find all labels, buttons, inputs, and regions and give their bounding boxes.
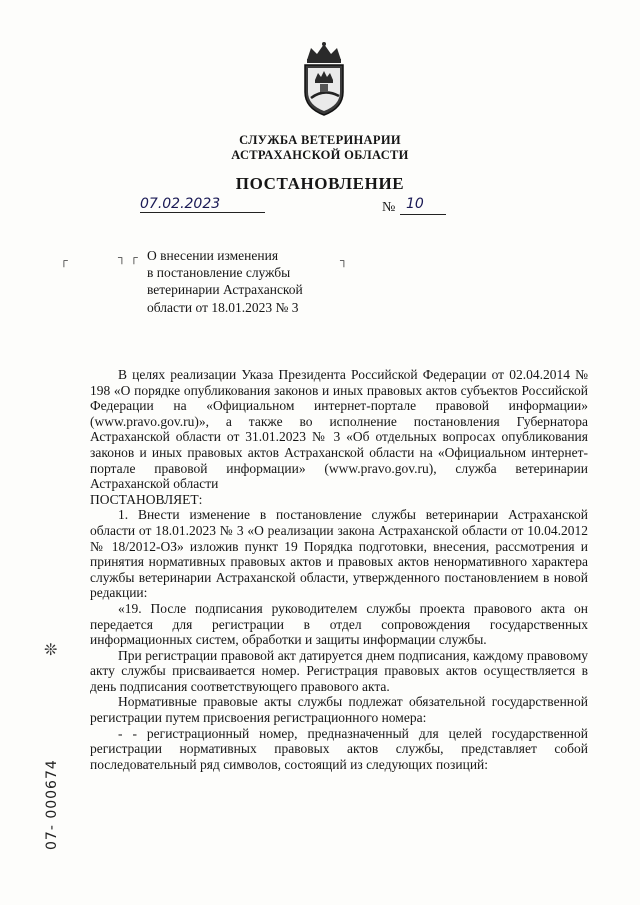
registration-paragraph: При регистрации правовой акт датируется днем подписания, каждому правовому акту службы присваивается номер. Регистрация правовых актов осуществляется в день подписания соответствующего правового акта. (90, 647, 588, 694)
document-type-title: ПОСТАНОВЛЕНИЕ (235, 174, 405, 193)
resolves-heading: ПОСТАНОВЛЯЕТ: (90, 491, 203, 507)
stamp-number: 07- 000674 (44, 759, 60, 850)
corner-mark-right: ┐ (340, 255, 348, 267)
corner-mark-subject-a: ┐ (118, 252, 126, 264)
subject-line: ветеринарии Астраханской (147, 282, 303, 298)
subject-line: области от 18.01.2023 № 3 (147, 299, 299, 315)
document-number: 10 (406, 196, 424, 212)
corner-mark-subject-b: ┌ (130, 252, 138, 264)
stamp-mark-icon: ❊ (44, 642, 58, 659)
document-subject (147, 247, 347, 316)
number-underline (400, 214, 446, 215)
paragraph-19: «19. После подписания руководителем службы проекта правового акта он передается для регистрации в отдел сопровождения государственных информационных систем, обработки и защиты информации службы. (90, 600, 588, 648)
org-name-line2: АСТРАХАНСКОЙ ОБЛАСТИ (231, 148, 409, 162)
coat-of-arms-icon (295, 40, 353, 118)
number-label: № (382, 200, 396, 215)
side-registration-stamp (36, 640, 76, 860)
date-underline (140, 212, 265, 213)
document-date: 07.02.2023 (140, 196, 221, 212)
subject-line: О внесении изменения (147, 248, 279, 263)
registration-number-paragraph: - - регистрационный номер, предназначенный для целей государственной регистрации нормативных правовых актов службы, представляет собой последовательный ряд символов, состоящий из следующих позиций: (90, 725, 588, 772)
normative-acts-paragraph: Нормативные правовые акты службы подлежат обязательной государственной регистрации путем присвоения регистрационного номера: (90, 694, 588, 726)
corner-mark-left: ┌ (60, 255, 68, 267)
subject-line: в постановление службы (147, 265, 291, 281)
org-name-line1: СЛУЖБА ВЕТЕРИНАРИИ (239, 133, 401, 147)
item-1-paragraph: 1. Внести изменение в постановление службы ветеринарии Астраханской области от 18.01.2023 № 3 «О реализации закона Астраханской области от 10.04.2012 № 18/2012-ОЗ» изложив пункт 19 Порядка подготовки, внесения, рассмотрения и принятия нормативных правовых актов и правовых актов ненормативного характера службы ветеринарии Астраханской области, утвержденного постановлением в новой редакции: (90, 507, 588, 601)
preamble-paragraph: В целях реализации Указа Президента Российской Федерации от 02.04.2014 № 198 «О порядке опубликования законов и иных правовых актов субъектов Российской Федерации на «Официальном интернет-портале правовой информации» (www.pravo.gov.ru)», а также во исполнение постановления Губернатора Астраханской области от 31.01.2023 № 3 «Об отдельных вопросах опубликования законов и иных правовых актов Астраханской области на «Официальном интернет-портале правовой информации» (www.pravo.gov.ru), служба ветеринарии Астраханской области (90, 367, 588, 492)
document-body (90, 367, 588, 772)
